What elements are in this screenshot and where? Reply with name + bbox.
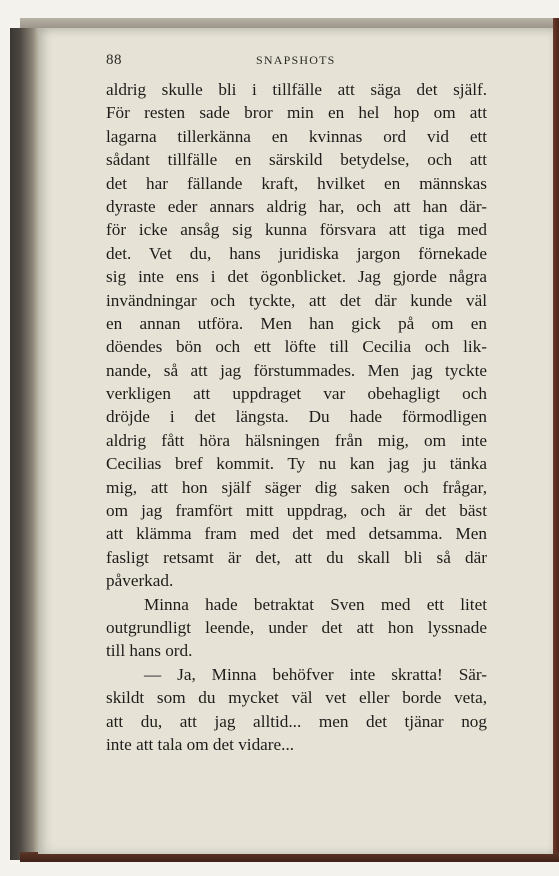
text-line: sig inte ens i det ögonblicket. Jag gjorde några — [106, 267, 487, 287]
text-line: nande, så att jag förstummades. Men jag tyckte — [106, 360, 487, 380]
text-line: mig, att hon själf säger dig saken och frågar, — [106, 477, 487, 497]
text-line: skildt som du mycket väl vet eller borde veta, — [106, 688, 487, 708]
text-line: aldrig fått höra hälsningen från mig, om inte — [106, 430, 487, 450]
body-text — [106, 78, 487, 756]
text-line: en annan utföra. Men han gick på om en — [106, 313, 487, 333]
text-line: det har fällande kraft, hvilket en männskas — [106, 173, 487, 193]
text-line: om jag framfört mitt uppdrag, och är det bäst — [106, 501, 487, 521]
text-line: verkligen att uppdraget var obehagligt och — [106, 384, 487, 404]
text-line: döendes bön och ett löfte till Cecilia och lik- — [106, 337, 487, 357]
text-line: invändningar och tyckte, att det där kunde väl — [106, 290, 487, 310]
page-number: 88 — [106, 52, 122, 68]
text-line: sådant tillfälle en särskild betydelse, och att — [106, 150, 487, 170]
text-line: att klämma fram med det med detsamma. Men — [106, 524, 487, 544]
text-line: inte att tala om det vidare... — [106, 734, 295, 754]
book-spine-edge — [10, 28, 38, 860]
text-line: Cecilias bref kommit. Ty nu kan jag ju tänka — [106, 454, 487, 474]
text-line: dyraste eder annars aldrig har, och att han där- — [106, 196, 487, 216]
page-header — [106, 50, 406, 72]
text-line: påverkad. — [106, 571, 174, 591]
text-line: — Ja, Minna behöfver inte skratta! Sär- — [144, 664, 487, 684]
book-cover-edge-right — [553, 18, 559, 860]
text-line: att du, att jag alltid... men det tjänar nog — [106, 711, 487, 731]
running-head: SNAPSHOTS — [256, 53, 336, 67]
text-line: Minna hade betraktat Sven med ett litet — [144, 594, 487, 614]
text-line: aldrig skulle bli i tillfälle att säga det själf. — [106, 80, 487, 99]
text-line: lagarna tillerkänna en kvinnas ord vid ett — [106, 126, 487, 146]
text-line: fasligt retsamt är det, att du skall bli så där — [106, 547, 487, 567]
text-line: För resten sade bror min en hel hop om att — [106, 103, 487, 123]
text-line: dröjde i det längsta. Du hade förmodligen — [106, 407, 487, 427]
text-line: för icke ansåg sig kunna försvara att tiga med — [106, 220, 487, 240]
text-line: det. Vet du, hans juridiska jargon förnekade — [106, 243, 487, 263]
text-line: till hans ord. — [106, 641, 193, 661]
text-line: outgrundligt leende, under det att hon lyssnade — [106, 617, 487, 637]
